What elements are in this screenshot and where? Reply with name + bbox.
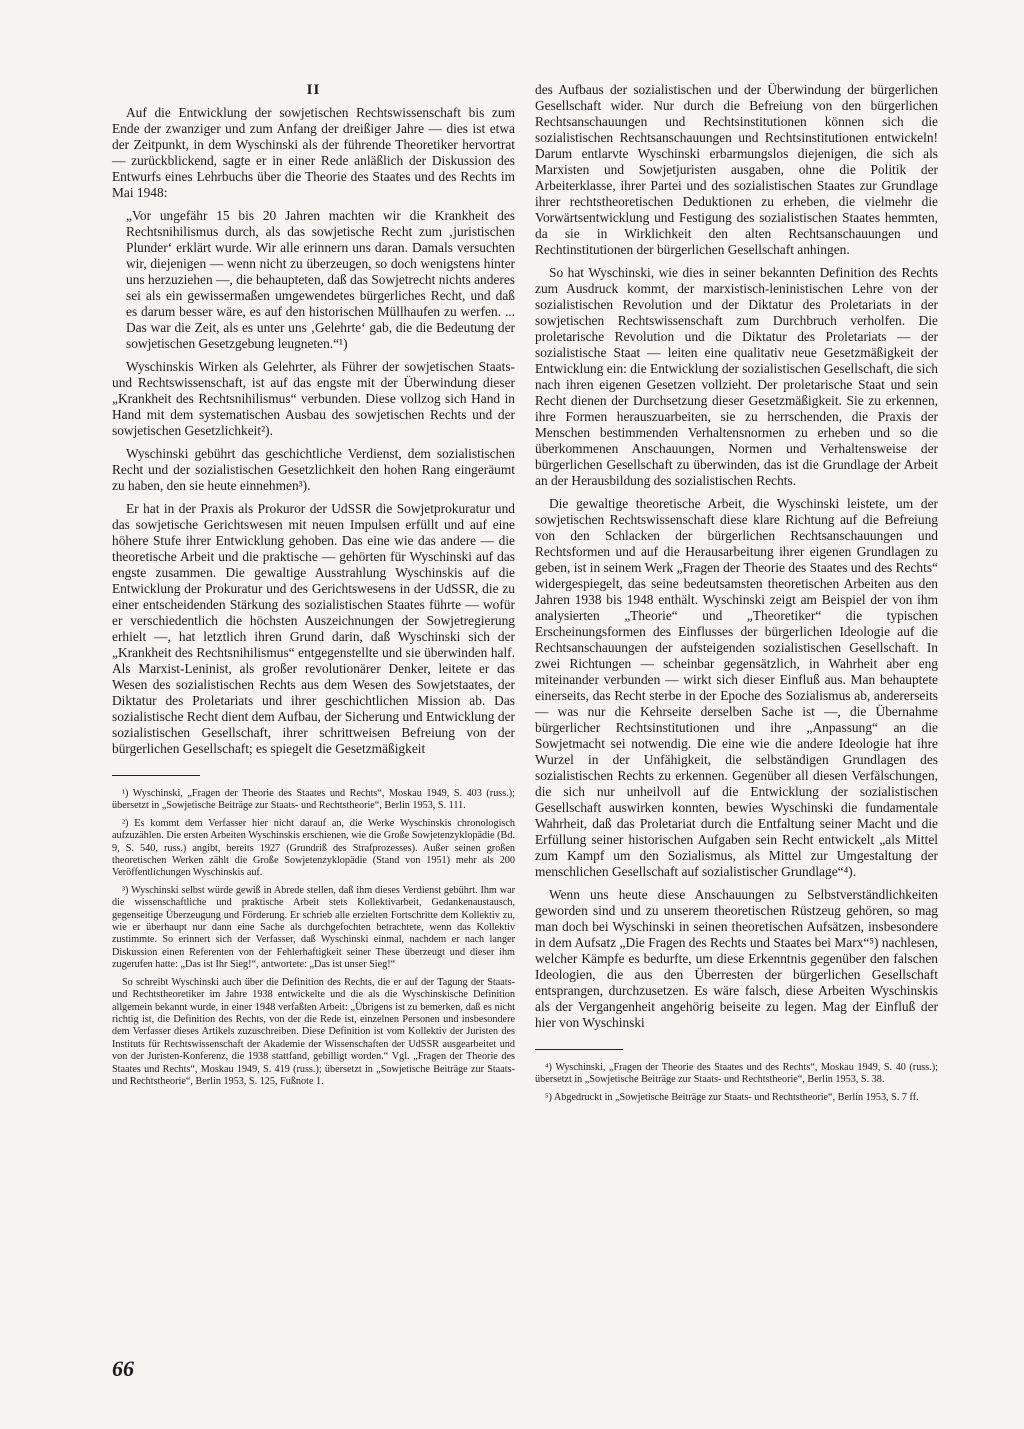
paragraph: Die gewaltige theoretische Arbeit, die Wyschinski leistete, um der sowjetischen Rechtswissenschaft diese klare Richtung auf die Befreiung von den Schlacken der bürgerlichen Rechtsanschauungen und Rechtsformen und auf die Herausarbeitung ihrer eigenen Grundlagen zu geben, ist in seinem Werk „Fragen der Theorie des Staates und des Rechts“ widergespiegelt, das seine bedeutsamsten theoretischen Arbeiten aus den Jahren 1938 bis 1948 enthält. Wyschinski zeigt am Beispiel der von ihm analysierten „Theorie“ und „Theoretiker“ die typischen Erscheinungsformen des Einflusses der bürgerlichen Ideologie auf die Rechtsanschauungen der aufsteigenden sozialistischen Gesellschaft. In zwei Richtungen — scheinbar gegensätzlich, in Wahrheit aber eng miteinander verbunden — wirkt sich dieser Einfluß aus. Man behauptete einerseits, das Recht sterbe in der Epoche des Sozialismus ab, andererseits — was nur die Kehrseite derselben Sache ist —, die Übernahme bürgerlicher Rechtsinstitutionen und ihre „Anpassung“ an die Sowjetmacht sei notwendig. Die eine wie die andere Ideologie hat ihre Wurzel in der Unfähigkeit, die selbständigen Grundlagen des sozialistischen Rechts zu erkennen. Gegenüber all diesen Verfälschungen, die sich nur unheilvoll auf die Entwicklung der sozialistischen Gesellschaft auswirken konnten, bewies Wyschinski die fundamentale Wahrheit, daß das Proletariat durch die Entfaltung seiner Macht und die Erfüllung seiner historischen Aufgaben sein Recht entwickelt „als Mittel zum Kampf um den Sozialismus, als Mittel zur Umgestaltung der menschlichen Gesellschaft auf sozialistischer Grundlage“⁴).	[535, 496, 938, 879]
page-number: 66	[112, 1356, 134, 1381]
paragraph: Wyschinski gebührt das geschichtliche Verdienst, dem sozialistischen Recht und der sozialistischen Gesetzlichkeit den hohen Rang eingeräumt zu haben, den sie heute einnehmen³).	[112, 446, 515, 493]
footnote: So schreibt Wyschinski auch über die Definition des Rechts, die er auf der Tagung der Staats- und Rechtstheoretiker im Jahre 1938 entwickelte und die als die Wyschinskische Definition allgemein bekannt wurde, in einer 1948 verfaßten Arbeit: „Übrigens ist zu bemerken, daß es nicht richtig ist, die Definition des Rechts, von der die Rede ist, einzelnen Personen und insbesondere dem Verfasser dieses Artikels zuzuschreiben. Diese Definition ist vom Kollektiv der Juristen des Instituts für Rechtswissenschaft der Akademie der Wissenschaften der UdSSR ausgearbeitet und von der Juristen-Konferenz, die 1938 stattfand, gebilligt worden.“ Vgl. „Fragen der Theorie des Staates und Rechts“, Moskau 1949, S. 419 (russ.); übersetzt in „Sowjetische Beiträge zur Staats- und Rechtstheorie“, Berlin 1953, S. 125, Fußnote 1.	[112, 976, 515, 1087]
right-column	[535, 82, 938, 1109]
footnotes-left	[112, 788, 515, 1088]
section-heading: II	[306, 82, 321, 98]
paragraph: Auf die Entwicklung der sowjetischen Rechtswissenschaft bis zum Ende der zwanziger und zum Anfang der dreißiger Jahre — dies ist etwa der Zeitpunkt, in dem Wyschinski als der führende Theoretiker hervortrat — zurückblickend, sagte er in einer Rede anläßlich der Diskussion des Entwurfs eines Lehrbuchs über die Theorie des Staates und des Rechts im Mai 1948:	[112, 105, 515, 200]
paragraph: des Aufbaus der sozialistischen und der Überwindung der bürgerlichen Gesellschaft wider. Nur durch die Befreiung von den bürgerlichen Rechtsanschauungen und Rechtsinstitutionen können sich die sozialistischen Rechtsanschauungen und Rechtsinstitutionen entwickeln! Darum entlarvte Wyschinski erbarmungslos diejenigen, die sich als Marxisten und Sowjetjuristen ausgaben, ohne die Politik der Arbeiterklasse, ihrer Partei und des sozialistischen Staates zur Grundlage ihrer rechtstheoretischen Deduktionen zu erheben, die vielmehr die Vorwärtsentwicklung und Festigung des sozialistischen Staates hemmten, da sie in Wirklichkeit den alten Rechtsanschauungen und Rechtinstitutionen der bürgerlichen Gesellschaft anhingen.	[535, 82, 938, 257]
footnote: ³) Wyschinski selbst würde gewiß in Abrede stellen, daß ihm dieses Verdienst gebührt. Ihm war die wissenschaftliche und praktische Arbeit stets Kollektivarbeit, Gedankenaustausch, gegenseitige Überzeugung und Förderung. Er schrieb alle erzielten Fortschritte dem Kollektiv zu, wie er überhaupt nur dann eine Sache als durchgefochten betrachtete, wenn das Kollektiv zustimmte. So erinnert sich der Verfasser, daß Wyschinski einmal, nachdem er nach langer Diskussion einen Referenten von der Fehlerhaftigkeit seiner These überzeugt und dieser ihm zugerufen hatte: „Das ist Ihr Sieg!“, antwortete: „Das ist unser Sieg!“	[112, 884, 515, 971]
paragraph: Er hat in der Praxis als Prokuror der UdSSR die Sowjetprokuratur und das sowjetische Gerichtswesen mit neuen Impulsen erfüllt und auf eine höhere Stufe ihrer Entwicklung gehoben. Das eine wie das andere — die theoretische Arbeit und die praktische — gehörten für Wyschinski auf das engste zusammen. Die gewaltige Ausstrahlung Wyschinskis auf die Entwicklung der Prokuratur und des Gerichtswesens in der UdSSR, die zu einer entscheidenden Stärkung des sozialistischen Staates führte — wofür er verschiedentlich die höchsten Auszeichnungen der Sowjetregierung erhielt —, hat letztlich ihren Grund darin, daß Wyschinski sich der „Krankheit des Rechtsnihilismus“ entgegenstellte und sie überwinden half. Als Marxist-Leninist, als großer revolutionärer Denker, leitete er das Wesen des sozialistischen Rechts aus dem Wesen des Sowjetstaates, der Diktatur des Proletariats und ihrer geschichtlichen Mission ab. Das sozialistische Recht dient dem Aufbau, der Sicherung und Entwicklung der sozialistischen Gesellschaft, ihrer schrittweisen Befreiung von der bürgerlichen Gesellschaft; es spiegelt die Gesetzmäßigkeit	[112, 501, 515, 756]
paragraph: Wenn uns heute diese Anschauungen zu Selbstverständlichkeiten geworden sind und zu unserem theoretischen Rüstzeug gehören, so mag man doch bei Wyschinski in seinen theoretischen Aufsätzen, insbesondere in dem Aufsatz „Die Fragen des Rechts und Staates bei Marx“⁵) nachlesen, welcher Kämpfe es bedurfte, um diese Erkenntnis gegenüber den falschen Ideologien, die aus den Überresten der bürgerlichen Gesellschaft entsprangen, durchzusetzen. Es wäre falsch, diese Arbeiten Wyschinskis als der Vergangenheit angehörig beiseite zu legen. Mag der Einfluß der hier von Wyschinski	[535, 887, 938, 1030]
footnote: ²) Es kommt dem Verfasser hier nicht darauf an, die Werke Wyschinskis chronologisch aufzuzählen. Die ersten Arbeiten Wyschinskis erschienen, wie die Große Sowjetenzyklopädie (Bd. 9, S. 540, russ.) angibt, bereits 1927 (Grundriß des Strafprozesses). Außer seinen großen theoretischen Werken zählt die Große Sowjetenzyklopädie (Stand von 1951) mehr als 200 Veröffentlichungen Wyschinskis auf.	[112, 817, 515, 879]
paragraph: Wyschinskis Wirken als Gelehrter, als Führer der sowjetischen Staats- und Rechtswissenschaft, ist auf das engste mit der Überwindung dieser „Krankheit des Rechtsnihilismus“ verbunden. Diese vollzog sich Hand in Hand mit dem systematischen Ausbau des sowjetischen Rechts und der sowjetischen Gesetzlichkeit²).	[112, 359, 515, 438]
footnote-rule	[112, 775, 200, 776]
left-column	[112, 82, 515, 1093]
footnote: ⁴) Wyschinski, „Fragen der Theorie des Staates und des Rechts“, Moskau 1949, S. 40 (russ.); übersetzt in „Sowjetische Beiträge zur Staats- und Rechtstheorie“, Berlin 1953, S. 38.	[535, 1062, 938, 1086]
block-quote: „Vor ungefähr 15 bis 20 Jahren machten wir die Krankheit des Rechtsnihilismus durch, als das sowjetische Recht zum ‚juristischen Plunder‘ erklärt wurde. Wir alle erinnern uns daran. Damals versuchten wir, diejenigen — wenn nicht zu überzeugen, so doch wenigstens hinter uns herzuziehen —, die behaupteten, daß das Sowjetrecht nichts anderes sei als ein gewissermaßen umgewendetes bürgerliches Recht, und daß es darum besser wäre, es auf den historischen Müllhaufen zu werfen. ... Das war die Zeit, als es unter uns ‚Gelehrte‘ gab, die die Bedeutung der sowjetischen Gesetzgebung leugneten.“¹)	[126, 208, 515, 351]
paragraph: So hat Wyschinski, wie dies in seiner bekannten Definition des Rechts zum Ausdruck kommt, der marxistisch-leninistischen Lehre von der sozialistischen Revolution und der Diktatur des Proletariats in der sowjetischen Rechtswissenschaft zum Durchbruch verholfen. Die proletarische Revolution und die Diktatur des Proletariats — der sozialistische Staat — leiten eine qualitativ neue Gesetzmäßigkeit der Entwicklung ein: die Entwicklung der sozialistischen Gesellschaft, die sich nach ihren eigenen Gesetzen vollzieht. Der proletarische Staat und sein Recht dienen der Durchsetzung dieser Gesetzmäßigkeit. Sie zu erkennen, ihre Formen herauszuarbeiten, sie zu herrschenden, die Praxis der Menschen bestimmenden Verhaltensnormen zu erheben und so die überkommenen Anschauungen, Normen und Verhaltensweise der bürgerlichen Gesellschaft zu überwinden, das ist die Grundlage der Arbeit an der Herausbildung des sozialistischen Rechts.	[535, 265, 938, 488]
footnote: ⁵) Abgedruckt in „Sowjetische Beiträge zur Staats- und Rechtstheorie“, Berlin 1953, S. 7 ff.	[545, 1091, 919, 1103]
footnotes-right	[535, 1062, 938, 1104]
footnote: ¹) Wyschinski, „Fragen der Theorie des Staates und Rechts“, Moskau 1949, S. 403 (russ.); übersetzt in „Sowjetische Beiträge zur Staats- und Rechtstheorie“, Berlin 1953, S. 111.	[112, 788, 515, 812]
footnote-rule	[535, 1049, 623, 1050]
